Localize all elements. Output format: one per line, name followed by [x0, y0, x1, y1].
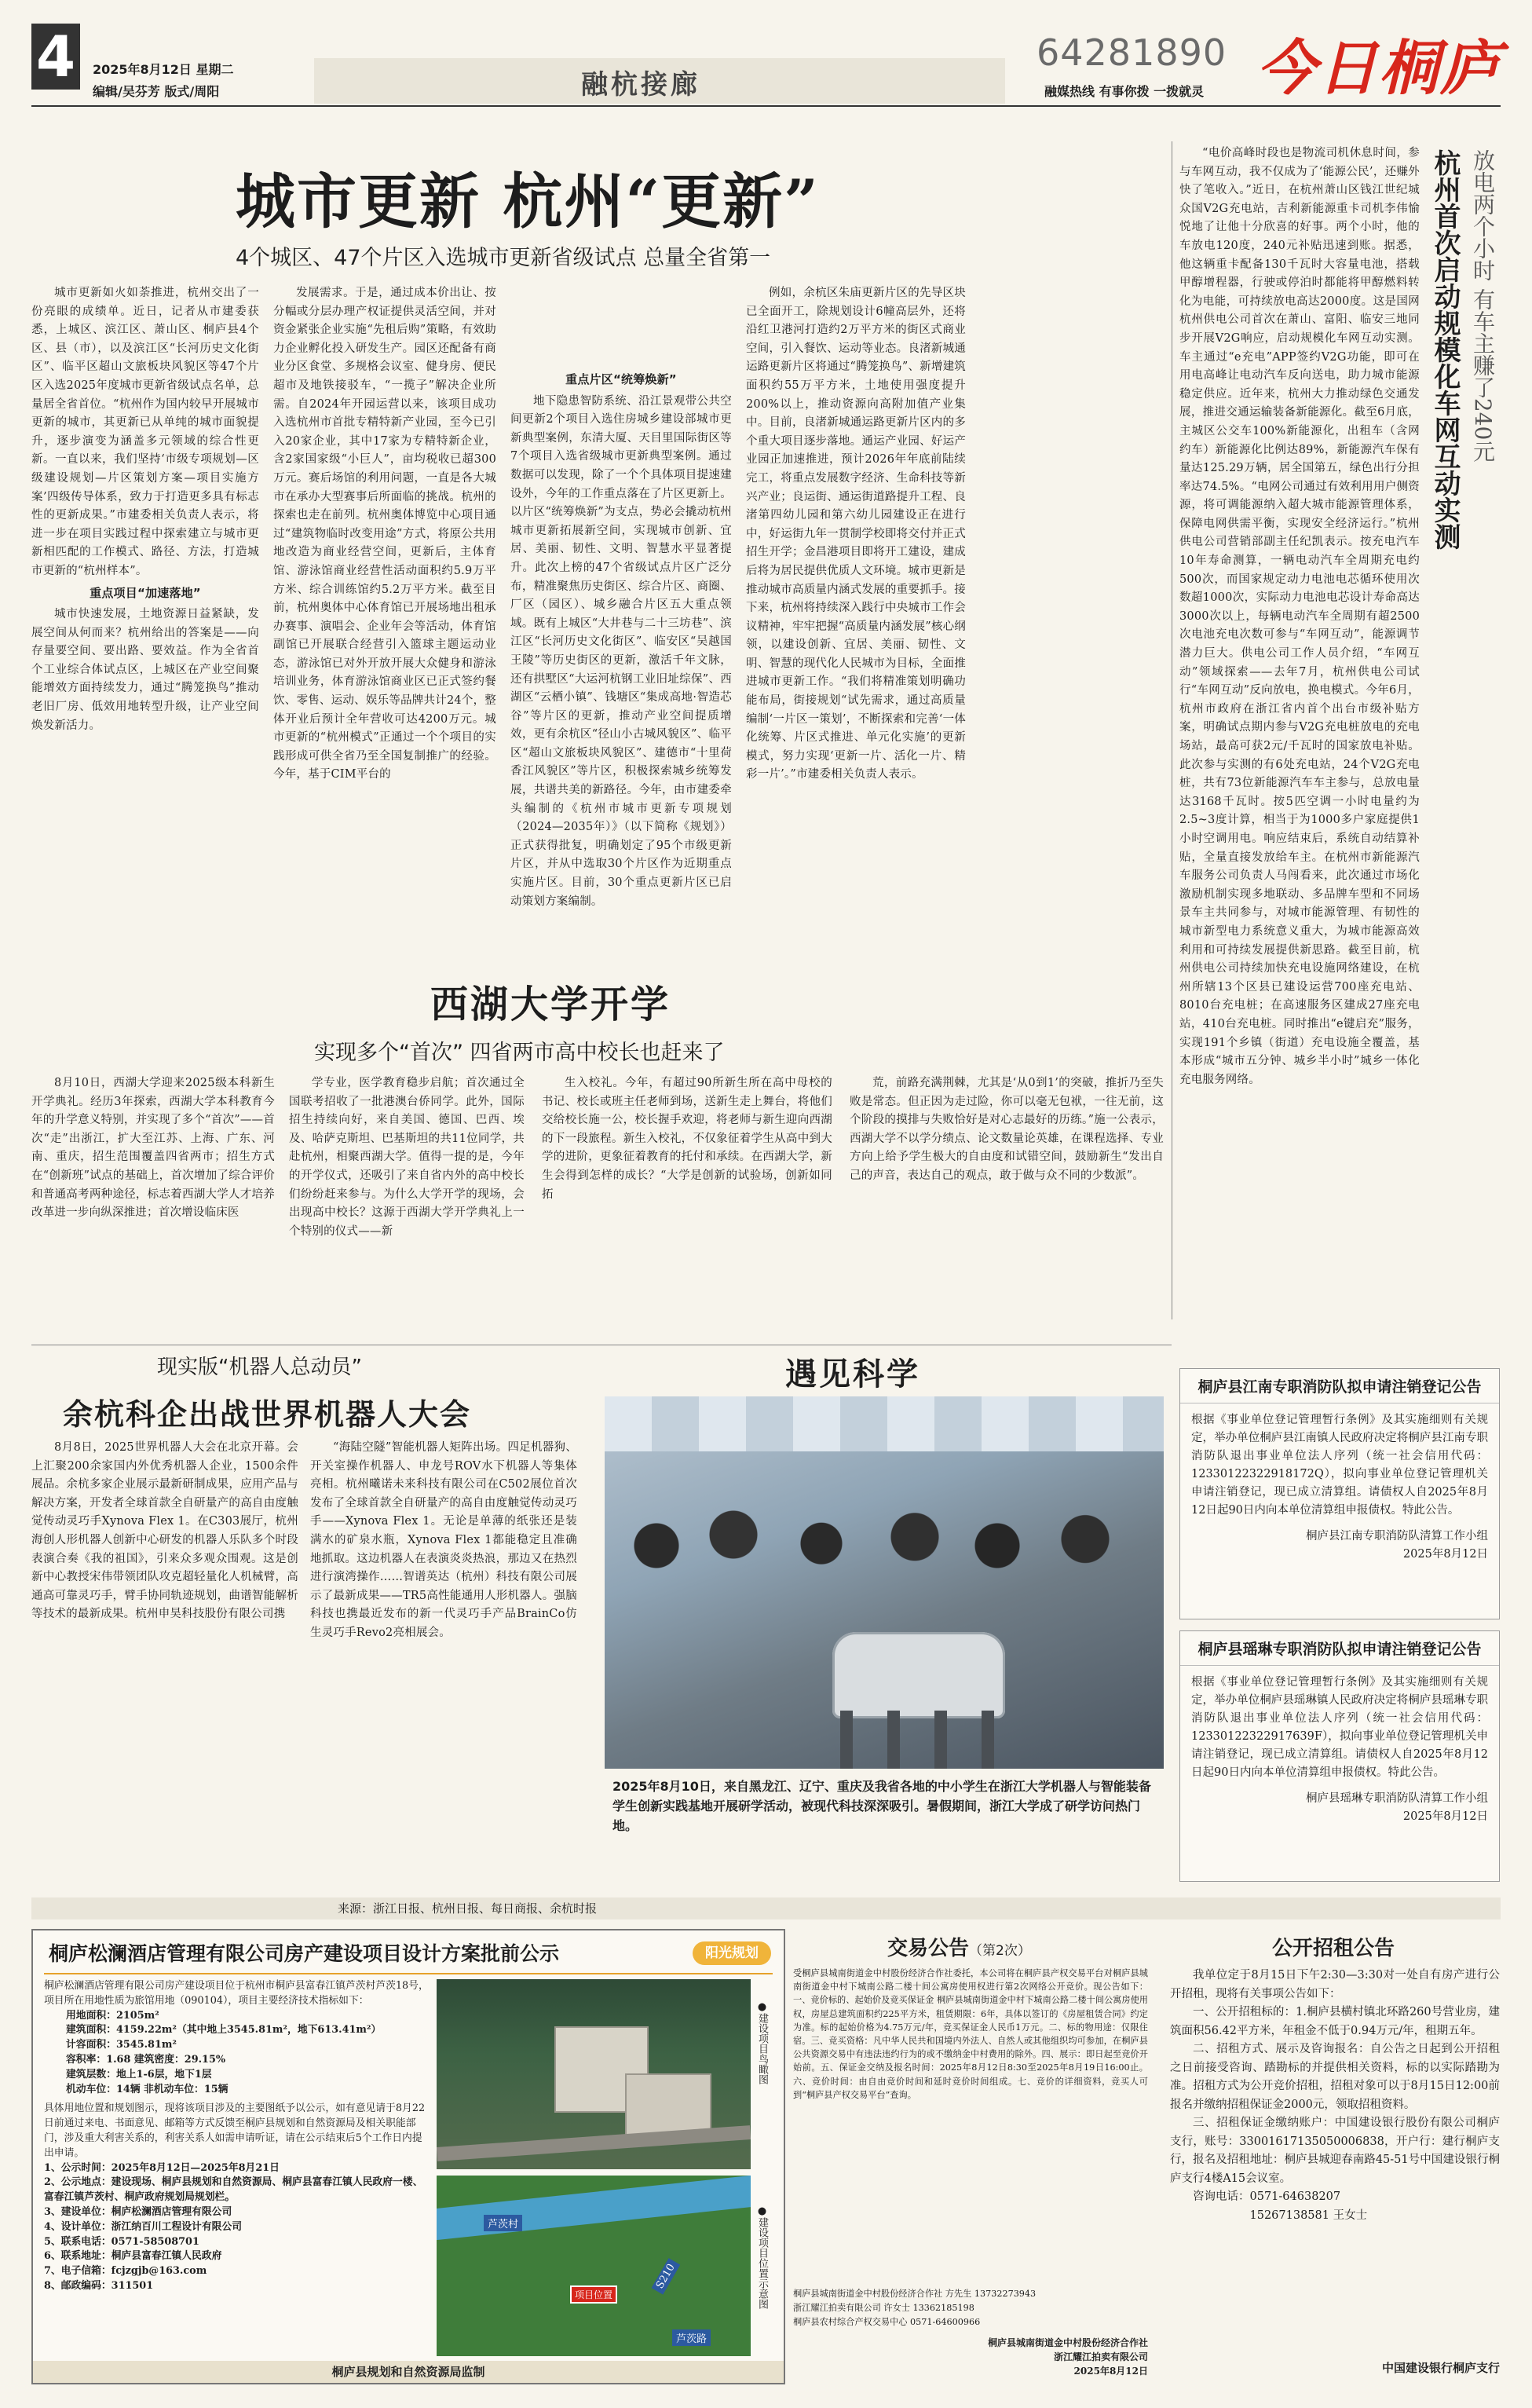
notice-jiangnan-body: 根据《事业单位登记管理暂行条例》及其实施细则有关规定，举办单位桐庐县江南镇人民政府决定将桐庐县江南专职消防队退出事业单位法人序列（统一社会信用代码：12330122322918172Q），拟向事业单位登记管理机关申请注销登记，现已成立清算组。请债权人自2025年8月12日起90日内向本单位清算组申报债权。特此公告。: [1191, 1414, 1488, 1517]
section-title: 融杭接廊: [581, 69, 700, 101]
plan-line-1: 2、公示地点：建设现场、桐庐县规划和自然资源局、桐庐县富春江镇人民政府一楼、富春江镇芦茨村、桐庐政府规划局规划栏。: [44, 2176, 423, 2204]
plan-item-0: 用地面积：2105m²: [66, 2009, 159, 2022]
robot-col-2: [310, 1439, 577, 1847]
lead-headline: 城市更新 杭州“更新”: [236, 167, 820, 236]
trade-title: [887, 1932, 1031, 1961]
plan-item-5: 机动车位：14辆 非机动车位：15辆: [66, 2083, 229, 2095]
trade-title-main: 交易公告: [887, 1937, 970, 1960]
science-headline: 遇见科学: [785, 1356, 920, 1392]
trade-contact-1: 桐庐县城南街道金中村股份经济合作社 方先生 13732273943: [793, 2289, 1037, 2299]
lead-col1b-text: 城市快速发展，土地资源日益紧缺，发展空间从何而来？杭州给出的答案是——向存量要空间、要出路、要效益。作为全省首个工业综合体试点区，上城区在产业空间聚能增效方面持续发力，通过“腾笼换鸟”推动老旧厂房、低效用地转型升级，让产业空间焕发新活力。: [31, 608, 259, 732]
lease-p1: 一、公开招租标的：1.桐庐县横村镇北环路260号营业房，建筑面积56.42平方米，年租金不低于0.94万元/年，租期五年。: [1170, 2006, 1500, 2037]
science-photo: [605, 1396, 1164, 1769]
map-river: [437, 2176, 751, 2241]
xihu-col3-text: 生入校礼。今年，有超过90所新生所在高中母校的书记、校长或班主任老师到场，送新生走上舞台，将他们交给校长施一公，校长握手欢迎，将老师与新生迎向西湖的下一段旅程。新生入校礼，不仅象征着学生从高中到大学的进阶，更象征着教育的托付和承续。在西湖大学，新生会得到怎样的成长？“大学是创新的试验场，创新如同拓: [542, 1077, 832, 1201]
plan-effect-image: [437, 1979, 751, 2169]
plan-notice: [31, 1929, 785, 2384]
xihu-col-2: [289, 1074, 525, 1338]
notice-yaolin-title: 桐庐县瑶琳专职消防队拟申请注销登记公告: [1180, 1631, 1499, 1666]
plan-item-1: 建筑面积：4159.22m²（其中地上3545.81m²，地下613.41m²）: [66, 2024, 382, 2037]
lead-column-2: [273, 284, 496, 963]
lease-phone-2: 15267138581 王女士: [1249, 2209, 1368, 2222]
plan-effect-label: ●建设项目鸟瞰图: [756, 2001, 768, 2084]
side-deck: 放电两个小时 有车主赚了240元: [1470, 149, 1496, 463]
lead-column-4: [746, 284, 966, 963]
side-body-text: “电价高峰时段也是物流司机休息时间，参与车网互动，我不仅成为了‘能源公民’，还赚外快了笔收入。”近日，在杭州萧山区钱江世纪城众国V2G充电站，吉利新能源重卡司机李伟愉悦地了让他十分欣喜的好事。两个小时，他的车放电120度，240元补贴迅速到账。据悉，他这辆重卡配备130千瓦时大容量电池，搭载甲醇增程器，行驶或停泊时都能将甲醇燃料转化为电能，可持续放电高达2000度。这是国网杭州供电公司首次在萧山、富阳、临安三地同步开展V2G响应，启动规模化车网互动实测。车主通过“e充电”APP签约V2G功能，即可在用电高峰让电动汽车反向送电，助力城市能源稳定供应。近年来，杭州大力推动绿色交通发展，推进交通运输装备新能源化。截至6月底，主城区公交车100%新能源化，出租车（含网约车）新能源化比例达89%，新能源汽车保有量达125.29万辆，居全国第五，绿色出行分担率达74.5%。“电网公司通过有效利用用户侧资源，将可调能源纳入超大城市能源管理体系，保障电网供需平衡，实现安全经济运行。”杭州供电公司营销部副主任纪凯表示。按充电汽车10年寿命测算，一辆电动汽车全周期充电约500次，而国家规定动力电池电芯循环使用次数超1000次，实际动力电池电芯设计寿命高达3000次以上，每辆电动汽车全周期有超2500次电池充电次数可参与“车网互动”，能源调节潜力巨大。供电公司工作人员介绍，“车网互动”领域探索——去年7月，杭州供电公司试行“车网互动”反向放电，换电模式。今年6月，杭州市政府在浙江省内首个出台市级补贴方案，明确试点期内参与V2G充电桩放电的充电场站，最高可获2元/千瓦时的国家放电补贴。此次参与实测的有6处充电站，24个V2G充电桩，共有73位新能源汽车车主参与，总放电量达3168千瓦时。按5匹空调一小时电量约为2.5~3度计算，相当于为1000多户家庭提供1小时空调用电。响应结束后，系统自动结算补贴，全量直接发放给车主。在杭州市新能源汽车服务公司负责人马闯看来，此次通过市场化激励机制实现多地联动、多品牌车型和不同场景车主共同参与，对城市能源管理、有韧性的城市新型电力系统意义重大，为城市能源高效利用和可持续发展提供新思路。截至目前，杭州供电公司持续加快充电设施网络建设，在杭州所辖13个区县已建设运营700座充电站、8010台充电桩；在高速服务区建成27座充电站，410台充电桩。同时推出“e键启充”服务，实现191个乡镇（街道）充电设施全覆盖，基本形成“城市五分钟、城乡半小时”城乡一体化充电服务网络。: [1179, 147, 1420, 1086]
trade-title-suffix: （第2次）: [969, 1943, 1031, 1959]
xihu-col2-text: 学专业，医学教育稳步启航；首次通过全国联考招收了一批港澳台侨同学。此外，国际招生持续向好，来自美国、德国、巴西、埃及、哈萨克斯坦、巴基斯坦的共11位同学，共赴杭州，相聚西湖大学。值得一提的是，今年的开学仪式，还吸引了来自省内外的高中校长们纷纷赶来参与。为什么大学开学的现场，会出现高中校长？这源于西湖大学开学典礼上一个特别的仪式——新: [289, 1077, 525, 1238]
photo-ceiling-lights: [605, 1396, 1164, 1451]
trade-notice: [793, 1929, 1148, 2384]
hotline-caption: 融媒热线 有事你拨 一拨就灵: [1044, 84, 1205, 99]
lead-col4-text: 例如，余杭区朱庙更新片区的先导区块已全面开工，除规划设计6幢高层外，还将沿红卫港河打造约2万平方米的街区式商业空间，引入餐饮、运动等业态。良渚新城通运路更新片区将通过“腾笼换鸟”、新增建筑面积约55万平方米，土地使用强度提升200%以上，推动资源向高附加值产业集中。目前，良渚新城通运路更新片区内的多个重大项目逐步落地。通运产业园、好运产业园正加速推进，预计2026年年底前陆续完工，将重点发展数字经济、生命科技等新兴产业；良运街、通运街道路提升工程、良渚第四幼儿园和第六幼儿园建设正在进行中，好运街九年一贯制学校即将交付并正式招生开学；金昌港项目即将开工建设，建成后将为居民提供优质人文环境。城市更新是推动城市高质量内涵式发展的重要抓手。接下来，杭州将持续深入践行中央城市工作会议精神，牢牢把握“高质量内涵发展”核心纲领，以建设创新、宜居、美丽、韧性、文明、智慧的现代化人民城市为目标，全面推进城市更新工作。“我们将精准策划明确功能布局，街接规划“试先需求，通过高质量编制‘一片区一策划’，不断探索和完善‘一体化统筹、片区式推进、单元化实施’的更新模式，努力实现‘更新一片、活化一片、精彩一片’。”市建委相关负责人表示。: [746, 287, 966, 781]
trade-contact-2: 浙江耀江拍卖有限公司 许女士 13362185198: [793, 2303, 974, 2313]
plan-line-5: 6、联系地址：桐庐县富春江镇人民政府: [44, 2250, 222, 2263]
paper-name-logo: 今日桐庐: [1256, 33, 1501, 103]
lease-body: 我单位定于8月15日下午2:30—3:30对一处自有房产进行公开招租，现将有关事项公告如下：: [1170, 1969, 1500, 2000]
notice-jiangnan: [1179, 1368, 1500, 1619]
source-bar: [31, 1897, 1501, 1919]
photo-robot-dog: [832, 1632, 1005, 1718]
lead-col1-text: 城市更新如火如荼推进，杭州交出了一份亮眼的成绩单。近日，记者从市建委获悉，上城区、滨江区、萧山区、桐庐县4个区、县（市），以及滨江区“长河历史文化街区”、临平区超山文旅板块风貌区等47个片区入选2025年度城市更新省级试点名单，总量居全省首位。“杭州作为国内较早开展城市更新的城市，其更新已从单纯的城市面貌提升，逐步演变为涵盖多元领域的综合性更新。一直以来，我们坚持‘市级专项规划—区级建设规划—片区策划方案—项目实施方案’四级传导体系，致力于打造更多具有标志性的更新成果。”市建委相关负责人表示，将进一步在项目实践过程中探索建立与城市更新相匹配的工作模式、路径、方法，打造城市更新的“杭州样本”。: [31, 287, 259, 577]
plan-location-label: ●建设项目位置示意图: [756, 2205, 768, 2309]
page-number: 4: [31, 24, 80, 90]
notice-yaolin: [1179, 1630, 1500, 1882]
plan-middle: 具体用地位置和规划图示，现将该项目涉及的主要图纸予以公示，如有意见请于8月22日前通过来电、书面意见、邮箱等方式反馈至桐庐县规划和自然资源局及相关职能部门，涉及重大利害关系的，利害关系人如需申请听证，请在公示结束后5个工作日内提出申请。: [44, 2102, 426, 2159]
editors-line: 编辑/吴芬芳 版式/周阳: [93, 84, 220, 99]
plan-line-2: 3、建设单位：桐庐松澜酒店管理有限公司: [44, 2205, 232, 2218]
lead-subhead-2: 重点片区“统筹焕新”: [565, 372, 677, 386]
lead-subheadline: 4个城区、47个片区入选城市更新省级试点 总量全省第一: [236, 246, 771, 270]
plan-line-4: 5、联系电话：0571-58508701: [44, 2235, 199, 2248]
lease-p2: 二、招租方式、展示及咨询报名：自公告之日起到公开招租之日前接受咨询、踏勘标的并提供相关资料，标的以实际踏勘为准。招租方式为公开竞价招租，招租对象可以于8月15日12:00前报名并缴纳招租保证金2000元，领取招租资料。: [1170, 2043, 1500, 2111]
plan-title: 桐庐松澜酒店管理有限公司房产建设项目设计方案批前公示: [49, 1942, 560, 1965]
plan-tag: 阳光规划: [693, 1941, 771, 1965]
map-site-marker: 项目位置: [570, 2285, 617, 2304]
xihu-col-1: [31, 1074, 275, 1338]
plan-item-2: 计容面积：3545.81m²: [66, 2039, 177, 2051]
robot-col2-text: “海陆空隧”智能机器人矩阵出场。四足机器狗、开关室操作机器人、申龙号ROV水下机器人等集体亮相。杭州曦诺未来科技有限公司在C502展位首次发布了全球首款全自研量产的高自由度触觉传动灵巧手——Xynova Flex 1。无论是单薄的纸张还是装满水的矿泉水瓶，Xynova Flex 1都能稳定且准确地抓取。这边机器人在表演炎炎热浪，那边又在热烈进行演湾操作……智谱英达（杭州）科技有限公司展示了最新成果——TR5高性能通用人形机器人。强脑科技也携最近发布的新一代灵巧手产品BrainCo仿生灵巧手Revo2亮相展会。: [310, 1441, 577, 1639]
plan-item-3: 容积率：1.68 建筑密度：29.15%: [66, 2053, 226, 2066]
trade-sig-date: 2025年8月12日: [1073, 2366, 1148, 2377]
plan-footer: 桐庐县规划和自然资源局监制: [33, 2361, 784, 2383]
lead-col3-text: 地下隐患智防系统、沿江景观带公共空间更新2个项目入选住房城乡建设部城市更新典型案例，东清大厦、天目里国际街区等7个项目入选省级城市更新典型案例。通过数据可以发现，除了一个个具体项目提速建设外，今年的工作重点落在了片区更新上。以片区“统筹焕新”为支点，势必会撬动杭州城市更新拓展新空间，实现城市创新、宜居、美丽、韧性、文明、智慧水平显著提升。此次上榜的47个省级试点片区广泛分布，精准聚焦历史街区、综合片区、商圈、厂区（园区）、城乡融合片区五大重点领域。既有上城区“大井巷与二十三坊巷”、滨江区“长河历史文化街区”、临安区“吴越国王陵”等历史街区的更新，激活千年文脉，还有拱墅区“大运河杭钢工业旧址综保”、西湖区“云栖小镇”、钱塘区“集成高地·智造芯谷”等片区的更新，推动产业空间提质增效，更有余杭区“径山小古城风貌区”、临平区“超山文旅板块风貌区”、建德市“十里荷香江风貌区”等片区，积极探索城乡统筹发展，共谱共美的新路径。今年，由市建委牵头编制的《杭州市城市更新专项规划（2024—2035年）》（以下简称《规划》）正式获得批复，明确划定了95个市级更新片区，并从中选取30个片区作为近期重点实施片区。目前，30个重点更新片区已启动策划方案编制。: [510, 394, 732, 908]
plan-line-0: 1、公示时间：2025年8月12日—2025年8月21日: [44, 2161, 280, 2174]
xihu-col-4: [850, 1074, 1164, 1338]
source-line: 来源：浙江日报、杭州日报、每日商报、余杭时报: [338, 1901, 598, 1916]
date-line: 2025年8月12日 星期二: [93, 62, 234, 77]
lease-phone: 咨询电话：0571-64638207: [1193, 2190, 1341, 2203]
lease-sig: 中国建设银行桐庐支行: [1381, 2361, 1500, 2375]
lease-title: 公开招租公告: [1272, 1937, 1395, 1960]
lead-subhead-1: 重点项目“加速落地”: [90, 585, 201, 600]
side-headline: 杭州首次启动规模化车网互动实测: [1429, 149, 1461, 550]
plan-item-4: 建筑层数：地上1-6层，地下1层: [66, 2068, 212, 2080]
trade-sig-org-2: 浙江耀江拍卖有限公司: [1053, 2351, 1148, 2362]
lease-notice: [1170, 1929, 1500, 2384]
notice-jiangnan-date: 2025年8月12日: [1402, 1548, 1488, 1561]
lease-text: [1170, 1967, 1500, 2225]
map-road-label-3: 芦茨路: [672, 2329, 711, 2346]
plan-left: [44, 1979, 429, 2356]
trade-contact-3: 桐庐县农村综合产权交易中心 0571-64600966: [793, 2317, 981, 2327]
xihu-col-3: [542, 1074, 832, 1338]
xihu-subheadline: 实现多个“首次” 四省两市高中校长也赶来了: [314, 1041, 725, 1065]
science-caption: 2025年8月10日，来自黑龙江、辽宁、重庆及我省各地的中小学生在浙江大学机器人与智能装备学生创新实践基地开展研学活动，被现代科技深深吸引。暑假期间，浙江大学成了研学访问热门地。: [612, 1779, 1151, 1833]
notice-yaolin-date: 2025年8月12日: [1402, 1810, 1488, 1823]
plan-intro: 桐庐松澜酒店管理有限公司房产建设项目位于杭州市桐庐县富春江镇芦茨村芦茨18号，项目所在用地性质为旅馆用地（090104），项目主要经济技术指标如下：: [44, 1980, 429, 2007]
map-road-label-1: 芦茨村: [484, 2215, 522, 2231]
hotline-number: 64281890: [1037, 31, 1227, 74]
xihu-col1-text: 8月10日，西湖大学迎来2025级本科新生开学典礼。经历3年探索，西湖大学本科教育今年的升学意义特别，并实现了多个“首次”——首次“走”出浙江，扩大至江苏、上海、广东、河南、重庆，招生范围覆盖四省两市；招生方式在“创新班”试点的基础上，首次增加了综合评价和普通高考两种途径，标志着西湖大学人才培养改革进一步向纵深推进；首次增设临床医: [31, 1077, 275, 1220]
plan-location-map: [437, 2176, 751, 2356]
photo-student-heads: [612, 1491, 1162, 1601]
map-road-label-2: S210: [652, 2258, 681, 2294]
plan-line-3: 4、设计单位：浙江纳百川工程设计有限公司: [44, 2220, 243, 2233]
robot-col1-text: 8月8日，2025世界机器人大会在北京开幕。会上汇聚200余家国内外优秀机器人企业，1500余件展品。余杭多家企业展示最新研制成果，应用产品与解决方案，开发者全球首款全自研量产的高自由度触觉传动灵巧手Xynova Flex 1。在C303展厅，杭州海创人形机器人创新中心研发的机器人乐队多个时段表演合奏《我的祖国》，引来众多观众围观。这是创新中心教授宋伟带领团队攻克超轻量化人机械臂，高通高可靠灵巧手，臂手协同轨迹规划，曲谱智能解析等技术的最新成果。杭州申昊科技股份有限公司携: [31, 1441, 298, 1621]
lead-column-1: [31, 284, 259, 963]
side-body: [1179, 145, 1420, 1312]
plan-building-2: [625, 2073, 711, 2136]
robot-col-1: [31, 1439, 298, 1847]
lead-column-3: [510, 284, 732, 963]
trade-body: 受桐庐县城南街道金中村股份经济合作社委托，本公司将在桐庐县产权交易平台对桐庐县城南街道金中村下城南公路二楼十间公寓房使用权进行第2次网络公开竞价。现公告如下：一、竞价标的、起始价及竞买保证金 桐庐县城南街道金中村下城南公路二楼十间公寓房使用权，房屋总建筑面积约225平方米，租赁期限：6年，具体以签订的《房屋租赁合同》约定为准。标的起始价格为4.75万元/年，竞买保证金人民币1万元。二、标的物用途：仅限住宿。三、竞买资格：凡中华人民共和国境内外法人、自然人或其他组织均可参加，在桐庐县公共资源交易中有违法违约行为的或不缴纳金中村费用的除外。四、展示：即日起至竞价开始前。五、保证金交纳及报名时间：2025年8月12日8:30至2025年8月19日16:00止。六、竞价时间：由自由竞价时间和延时竞价时间组成。七、竞价的详细资料，竞买人可到“桐庐县产权交易平台”查询。: [793, 1968, 1148, 2100]
trade-sig-org-1: 桐庐县城南街道金中村股份经济合作社: [987, 2337, 1148, 2348]
notice-jiangnan-title: 桐庐县江南专职消防队拟申请注销登记公告: [1180, 1369, 1499, 1403]
xihu-headline: 西湖大学开学: [430, 983, 671, 1027]
robot-headline: 余杭科企出战世界机器人大会: [63, 1396, 472, 1432]
robot-kicker: 现实版“机器人总动员”: [157, 1356, 362, 1379]
plan-line-7: 8、邮政编码：311501: [44, 2279, 154, 2292]
lease-p3: 三、招租保证金缴纳账户：中国建设银行股份有限公司桐庐支行，账号：33001617135050006838，开户行：建行桐庐支行，报名及招租地址：桐庐县城迎春南路45-51号中国建设银行桐庐支行4楼A15会议室。: [1170, 2117, 1500, 2185]
notice-jiangnan-org: 桐庐县江南专职消防队清算工作小组: [1306, 1530, 1488, 1543]
notice-yaolin-org: 桐庐县瑶琳专职消防队清算工作小组: [1306, 1792, 1488, 1805]
xihu-col4-text: 荒，前路充满荆棘，尤其是‘从0到1’的突破，推折乃至失败是常态。但正因为走过险，你可以毫无包袱，一往无前，这个阶段的摸排与失败恰好是对心志最好的历练。”施一公表示，西湖大学不以学分绩点、论文数量论英雄，在课程选择、专业方向上给予学生极大的自由度和试错空间，鼓励新生“发出自己的声音，表达自己的观点，敢于做与众不同的少数派”。: [850, 1077, 1164, 1182]
photo-robot-legs: [840, 1711, 997, 1769]
lead-col2-text: 发展需求。于是，通过成本价出让、按分幅或分层办理产权证提供灵活空间，并对资金紧张企业实施“先租后购”策略，有效助力企业孵化投入研发生产。园区还配备有商业分区食堂、多规格会议室、健身房、便民超市及地铁接驳车，“一揽子”解决企业所需。自2024年开园运营以来，该项目成功入选杭州市首批专精特新产业园，至今已引入20家企业，其中17家为专精特新企业，含2家国家级“小巨人”，亩均税收已超300万元。赛后场馆的利用问题，一直是各大城市在承办大型赛事后所面临的挑战。杭州的探索也走在前列。杭州奥体博览中心项目通过“建筑物临时改变用途”方式，将原公共用地改造为商业经营空间，更新后，主体育馆、游泳馆商业经营性活动面积约5.9万平方米、综合训练馆约5.2万平方米。截至目前，杭州奥体中心体育馆已开展场地出租承办赛事、演唱会、企业年会等活动，体育馆副馆已开展联合经营引入篮球主题运动业态，游泳馆已对外开放开展大众健身和游泳培训业务，体育游泳馆商业区已正式签约餐饮、零售、运动、娱乐等品牌共计24个，整体开业后预计全年营收可达4200万元。城市更新的“杭州模式”正通过一个个项目的实践形成可供全省乃至全国复制推广的经验。今年，基于CIM平台的: [273, 287, 496, 781]
notice-yaolin-body: 根据《事业单位登记管理暂行条例》及其实施细则有关规定，举办单位桐庐县瑶琳镇人民政府决定将桐庐县瑶琳专职消防队退出事业单位法人序列（统一社会信用代码：12330122322917639F），拟向事业单位登记管理机关申请注销登记，现已成立清算组。请债权人自2025年8月12日起90日内向本单位清算组申报债权。特此公告。: [1191, 1676, 1488, 1779]
plan-road: [437, 2125, 751, 2161]
plan-line-6: 7、电子信箱：fcjzgjb@163.com: [44, 2265, 207, 2278]
page-header: [0, 0, 1532, 104]
